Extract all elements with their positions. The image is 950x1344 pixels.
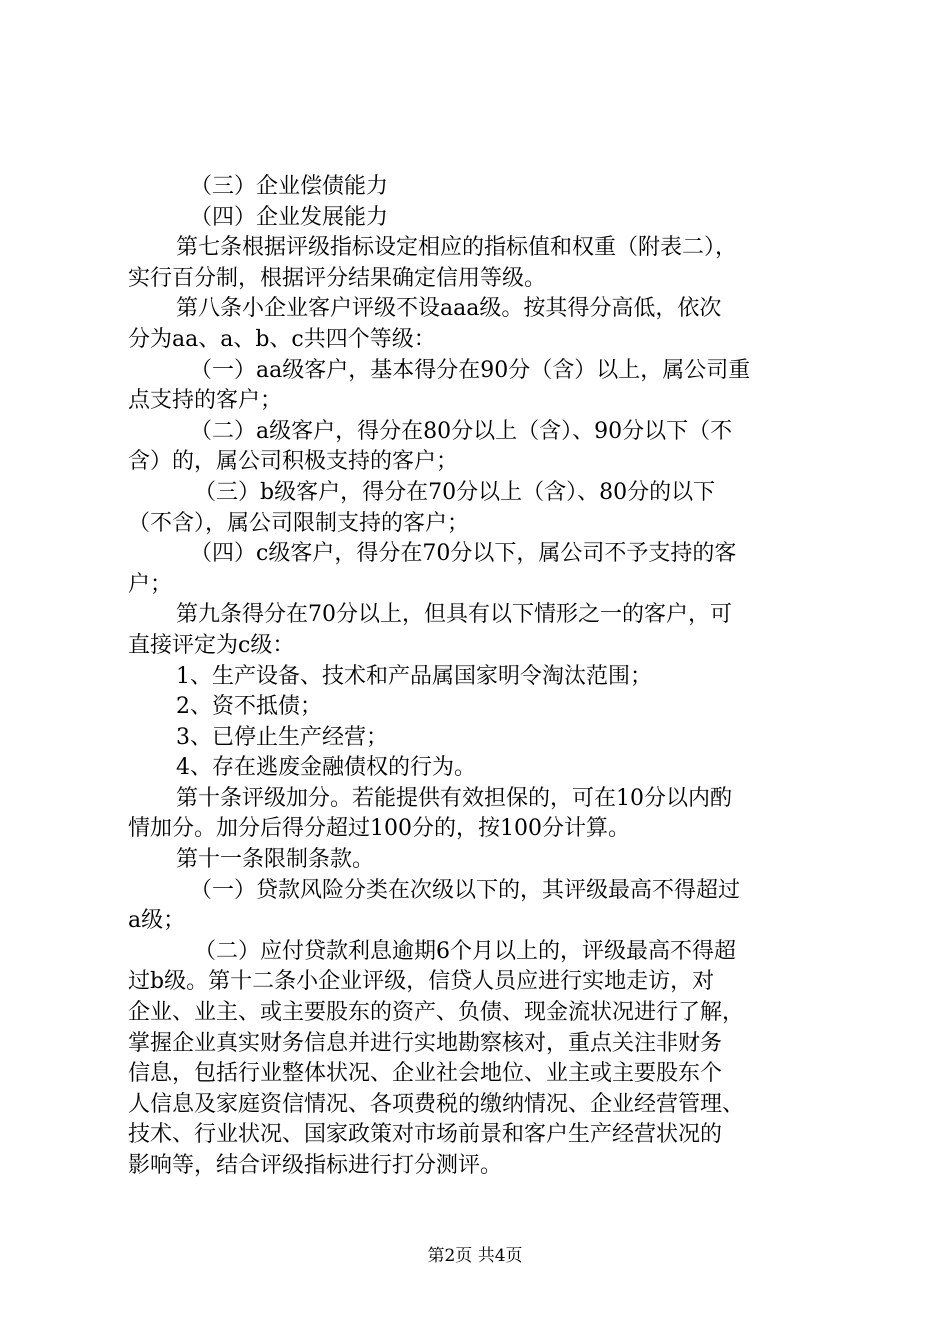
text-line: 掌握企业真实财务信息并进行实地勘察核对，重点关注非财务 bbox=[128, 1030, 723, 1056]
text-line: （一）贷款风险分类在次级以下的，其评级最高不得超过 bbox=[190, 877, 741, 903]
text-line: 技术、行业状况、国家政策对市场前景和客户生产经营状况的 bbox=[128, 1122, 723, 1148]
text-line: 含）的，属公司积极支持的客户； bbox=[128, 449, 459, 475]
text-line: 情加分。加分后得分超过100分的，按100分计算。 bbox=[128, 816, 630, 842]
text-line: 企业、业主、或主要股东的资产、负债、现金流状况进行了解， bbox=[128, 1000, 745, 1026]
text-line: 直接评定为c级： bbox=[128, 632, 295, 658]
text-line: 第七条根据评级指标设定相应的指标值和权重（附表二）， bbox=[176, 235, 738, 261]
text-line: 影响等，结合评级指标进行打分测评。 bbox=[128, 1153, 503, 1178]
text-line: 户； bbox=[128, 571, 173, 597]
text-line: 点支持的客户； bbox=[128, 388, 283, 414]
text-line: a级； bbox=[128, 908, 186, 934]
text-line: 第八条小企业客户评级不设aaa级。按其得分高低，依次 bbox=[176, 296, 722, 322]
text-line: （四）企业发展能力 bbox=[190, 204, 389, 230]
text-line: 2、资不抵债； bbox=[176, 694, 322, 720]
text-line: 人信息及家庭资信情况、各项费税的缴纳情况、企业经营管理、 bbox=[128, 1091, 745, 1117]
text-line: 第十一条限制条款。 bbox=[176, 847, 375, 873]
text-line: 分为aa、a、b、c共四个等级： bbox=[128, 326, 436, 352]
text-line: （二）a级客户，得分在80分以上（含）、90分以下（不 bbox=[190, 418, 733, 444]
page-number-label: 第2页 共4页 bbox=[427, 1246, 523, 1266]
text-line: （二）应付贷款利息逾期6个月以上的，评级最高不得超 bbox=[194, 938, 736, 964]
text-line: 过b级。第十二条小企业评级，信贷人员应进行实地走访，对 bbox=[128, 969, 715, 995]
text-line: 3、已停止生产经营； bbox=[176, 724, 388, 750]
document-body bbox=[128, 172, 840, 1182]
text-line: 1、生产设备、技术和产品属国家明令淘汰范围； bbox=[176, 663, 652, 689]
text-line: 信息，包括行业整体状况、企业社会地位、业主或主要股东个 bbox=[128, 1061, 723, 1087]
text-line: （三）b级客户，得分在70分以上（含）、80分的以下 bbox=[194, 479, 716, 505]
text-line: （三）企业偿债能力 bbox=[190, 174, 389, 199]
text-line: （不含），属公司限制支持的客户； bbox=[128, 510, 470, 536]
page-footer bbox=[0, 1244, 950, 1268]
text-line: 第九条得分在70分以上，但具有以下情形之一的客户，可 bbox=[176, 602, 732, 628]
text-line: 实行百分制，根据评分结果确定信用等级。 bbox=[128, 265, 547, 291]
text-line: 第十条评级加分。若能提供有效担保的，可在10分以内酌 bbox=[176, 785, 732, 811]
text-line: 4、存在逃废金融债权的行为。 bbox=[176, 755, 476, 781]
text-line: （四）c级客户，得分在70分以下，属公司不予支持的客 bbox=[190, 541, 737, 567]
text-line: （一）aa级客户，基本得分在90分（含）以上，属公司重 bbox=[190, 357, 751, 383]
